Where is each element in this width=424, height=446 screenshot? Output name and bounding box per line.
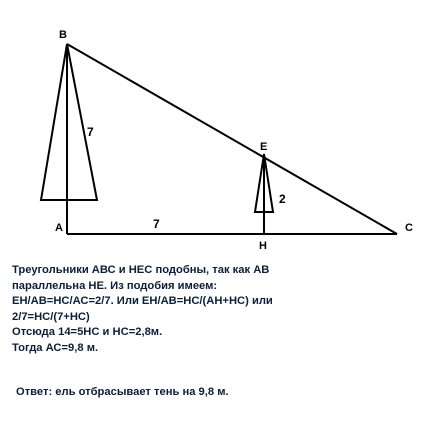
solution-line: Отсюда 14=5НС и НС=2,8м. <box>12 326 163 338</box>
length-label-ab: 7 <box>87 125 94 139</box>
point-label-a: A <box>55 222 63 234</box>
solution-line: Тогда АС=9,8 м. <box>12 341 99 354</box>
point-label-c: C <box>405 222 413 234</box>
point-label-e: E <box>260 141 268 153</box>
solution-line: ЕН/АВ=НС/АС=2/7. Или ЕН/АВ=НС/(АН+НС) или <box>12 295 273 307</box>
answer-text: Ответ: ель отбрасывает тень на 9,8 м. <box>16 386 229 398</box>
solution-line: параллельна НЕ. Из подобия имеем: <box>12 279 218 292</box>
solution-line: Треугольники АВС и НЕС подобны, так как АВ <box>12 264 270 276</box>
solution-line: 2/7=НС/(7+НС) <box>12 310 90 323</box>
solution-text <box>12 263 417 356</box>
segment-bc <box>67 44 397 234</box>
length-label-eh: 2 <box>279 192 286 206</box>
large-tree-icon <box>41 44 97 200</box>
length-label-ah: 7 <box>153 217 160 231</box>
point-label-b: B <box>59 29 67 41</box>
point-label-h: H <box>259 240 267 252</box>
